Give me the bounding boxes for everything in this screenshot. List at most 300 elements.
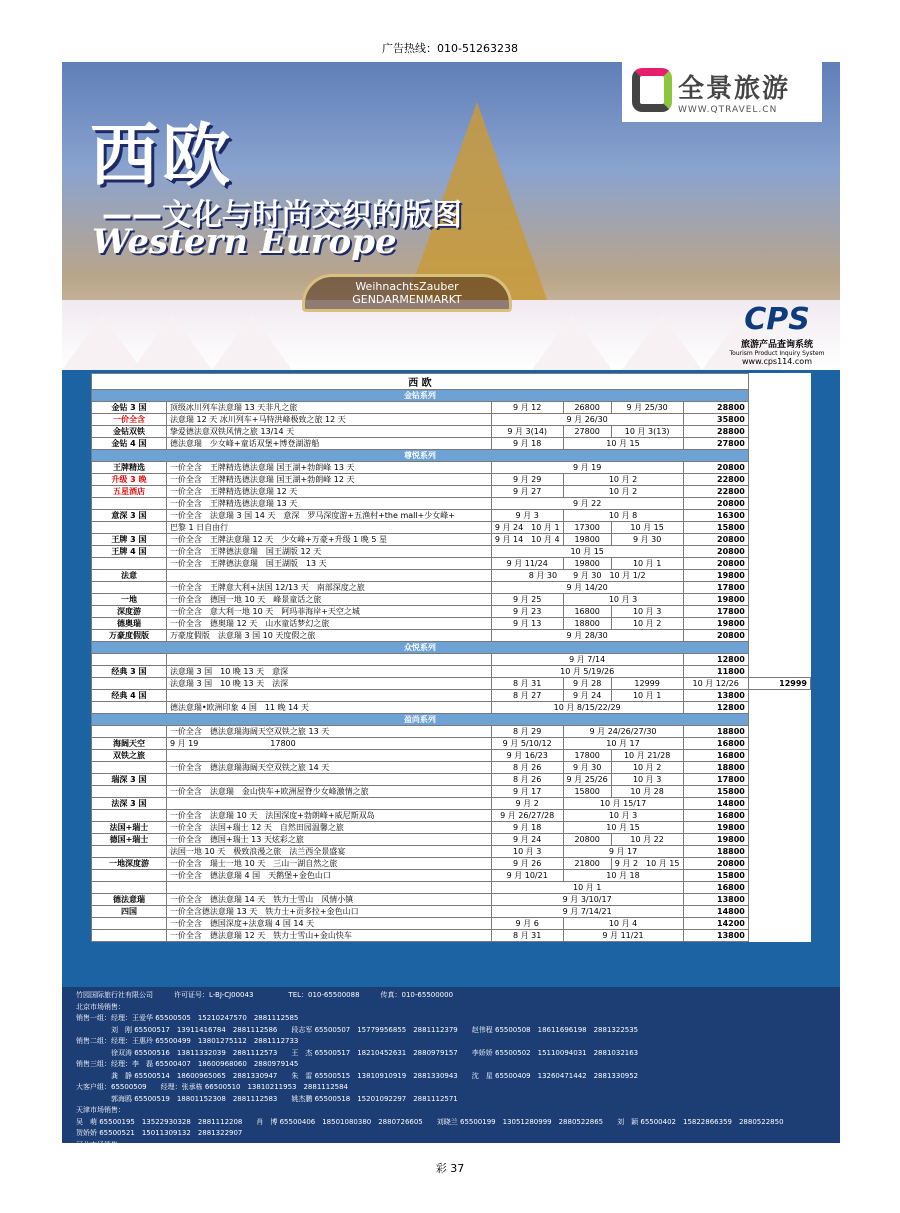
date-cell: 10 月 28 [611, 786, 683, 798]
route-cell [166, 654, 491, 666]
price-cell: 19800 [683, 570, 748, 582]
date-cell: 10 月 3(13) [611, 426, 683, 438]
footer-line: 刘 刚 65500517 13911416784 2881112586 段志军 65500507 15779956855 2881112379 赵伟程 65500508 18611696198 2881322535 [76, 1025, 639, 1034]
table-row [92, 618, 811, 630]
category-cell [92, 654, 167, 666]
table-row [92, 678, 811, 690]
route-cell: 一价全含 王牌精选德法意瑞 13 天 [166, 498, 491, 510]
price-cell: 13800 [683, 930, 748, 942]
date-cell: 9 月 2 10 月 15 [611, 858, 683, 870]
category-cell [92, 702, 167, 714]
category-cell: 王牌 4 国 [92, 546, 167, 558]
table-row [92, 894, 811, 906]
date-cell: 8 月 27 [491, 690, 563, 702]
price-cell: 16300 [683, 510, 748, 522]
date-cell: 10 月 1 [491, 882, 683, 894]
date-cell: 10 月 4 [563, 918, 683, 930]
route-cell: 一价全含 德国深度+法意瑞 4 国 14 天 [166, 918, 491, 930]
footer-line: 郭海鸥 65500519 18801152308 2881112583 姚杰鹏 65500518 15201092297 2881112571 [76, 1094, 458, 1103]
table-row [92, 654, 811, 666]
date-cell: 19800 [563, 558, 611, 570]
price-cell: 19800 [683, 618, 748, 630]
footer-line: 河北市场销售： [76, 1140, 125, 1149]
date-cell: 9 月 26/30 [491, 414, 683, 426]
price-cell: 22800 [683, 474, 748, 486]
category-cell [92, 726, 167, 738]
date-cell: 15800 [563, 786, 611, 798]
route-cell: 一价全含德法意瑞 13 天 铁力士+贡多拉+金色山口 [166, 906, 491, 918]
hero-title: 西欧 [90, 117, 235, 196]
date-cell: 9 月 18 [491, 822, 563, 834]
section-title: 众悦系列 [92, 642, 749, 654]
price-cell: 18800 [683, 762, 748, 774]
table-row [92, 846, 811, 858]
category-cell: 深度游 [92, 606, 167, 618]
table-row [92, 810, 811, 822]
date-cell: 10 月 8 [563, 510, 683, 522]
route-cell: 法意瑞 3 国 10 晚 13 天 意深 [166, 666, 491, 678]
date-cell: 18800 [563, 618, 611, 630]
date-cell: 17800 [563, 750, 611, 762]
price-cell: 18800 [683, 726, 748, 738]
category-cell: 德国+瑞士 [92, 834, 167, 846]
table-row [92, 534, 811, 546]
hotline: 广告热线：010-51263238 [382, 42, 518, 55]
date-cell: 9 月 29 [491, 474, 563, 486]
date-cell: 9 月 28 [563, 678, 611, 690]
price-cell: 28800 [683, 402, 748, 414]
table-row [92, 510, 811, 522]
table-row [92, 630, 811, 642]
category-cell [92, 882, 167, 894]
category-cell: 双铁之旅 [92, 750, 167, 762]
page-number: 彩 37 [435, 1162, 465, 1175]
date-cell: 9 月 24/26/27/30 [563, 726, 683, 738]
category-cell: 法国+瑞士 [92, 822, 167, 834]
category-cell: 海阔天空 [92, 738, 167, 750]
route-cell: 一价全含 王牌精选德法意瑞 国王湖+勃朗峰 12 天 [166, 474, 491, 486]
route-cell: 一价全含 法意瑞 3 国 14 天 意深 罗马深度游+五渔村+the mall+少女峰+ [166, 510, 491, 522]
table-row [92, 462, 811, 474]
footer-line: 贺娇娇 65500521 15011309132 2881322907 [76, 1129, 243, 1137]
category-cell: 王牌精选 [92, 462, 167, 474]
category-cell: 升级 3 晚 [92, 474, 167, 486]
table-row [92, 930, 811, 942]
date-cell: 16800 [563, 606, 611, 618]
table-row [92, 582, 811, 594]
route-cell [166, 882, 491, 894]
date-cell: 9 月 24 [491, 834, 563, 846]
table-row [92, 762, 811, 774]
date-cell: 9 月 10/21 [491, 870, 563, 882]
date-cell: 9 月 16/23 [491, 750, 563, 762]
category-cell: 一地深度游 [92, 858, 167, 870]
date-cell: 21800 [563, 858, 611, 870]
date-cell: 9 月 26 [491, 858, 563, 870]
date-cell: 8 月 31 [491, 678, 563, 690]
price-cell: 19800 [683, 594, 748, 606]
category-cell: 金钻 4 国 [92, 438, 167, 450]
date-cell: 9 月 3(14) [491, 426, 563, 438]
route-cell: 一价全含 意大利一地 10 天 阿玛菲海岸+天空之城 [166, 606, 491, 618]
date-cell: 10 月 3 [563, 810, 683, 822]
route-cell [166, 570, 491, 582]
route-cell: 一价全含 德法意瑞 14 天 铁力士雪山 风情小镇 [166, 894, 491, 906]
date-cell: 10 月 2 [563, 474, 683, 486]
table-title: 西 欧 [92, 374, 749, 390]
price-cell: 15800 [683, 786, 748, 798]
category-cell: 德法意瑞 [92, 894, 167, 906]
route-cell: 顶级冰川列车法意瑞 13 天非凡之旅 [166, 402, 491, 414]
price-cell: 12999 [748, 678, 810, 690]
table-row [92, 414, 811, 426]
section-title: 金钻系列 [92, 390, 749, 402]
price-cell: 28800 [683, 426, 748, 438]
date-cell: 8 月 31 [491, 930, 563, 942]
date-cell: 10 月 8/15/22/29 [491, 702, 683, 714]
date-cell: 9 月 11/24 [491, 558, 563, 570]
date-cell: 12999 [611, 678, 683, 690]
price-cell: 14800 [683, 798, 748, 810]
category-cell [92, 918, 167, 930]
route-cell: 一价全含 法意瑞 金山快车+欧洲屋脊少女峰激情之旅 [166, 786, 491, 798]
route-cell: 一价全含 德国一地 10 天 峰景童话之旅 [166, 594, 491, 606]
cps-logo [722, 302, 832, 366]
category-cell: 四国 [92, 906, 167, 918]
price-cell: 20800 [683, 558, 748, 570]
price-cell: 17800 [683, 606, 748, 618]
category-cell: 法深 3 国 [92, 798, 167, 810]
date-cell: 9 月 27 [491, 486, 563, 498]
table-row [92, 858, 811, 870]
date-cell: 10 月 3 [611, 774, 683, 786]
category-cell: 一价全含 [92, 414, 167, 426]
price-cell: 16800 [683, 738, 748, 750]
date-cell: 20800 [563, 834, 611, 846]
table-row [92, 786, 811, 798]
section-header [92, 642, 811, 654]
date-cell: 10 月 15 [563, 822, 683, 834]
table-row [92, 822, 811, 834]
date-cell: 9 月 26/27/28 [491, 810, 563, 822]
cps-subtitle: 旅游产品查询系统 [740, 340, 813, 350]
date-cell: 26800 [563, 402, 611, 414]
date-cell: 10 月 5/19/26 [491, 666, 683, 678]
date-cell: 9 月 25/30 [611, 402, 683, 414]
route-cell: 9 月 19 17800 [166, 738, 491, 750]
date-cell: 10 月 17 [563, 738, 683, 750]
footer-line: 销售二组：经理：王惠玲 65500499 13801275112 2881112733 [76, 1037, 299, 1045]
price-cell: 16800 [683, 750, 748, 762]
hero-banner [62, 62, 840, 370]
date-cell: 9 月 5/10/12 [491, 738, 563, 750]
route-cell: 一价全含 德奥瑞 12 天 山水童话梦幻之旅 [166, 618, 491, 630]
route-cell [166, 798, 491, 810]
route-cell: 法国一地 10 天 极致浪漫之旅 法兰西全景盛宴 [166, 846, 491, 858]
table-row [92, 882, 811, 894]
date-cell: 9 月 11/21 [563, 930, 683, 942]
section-title: 盈尚系列 [92, 714, 749, 726]
footer-line: 销售一组：经理：王爱华 65500505 15210247570 2881112585 [76, 1014, 299, 1022]
date-cell: 19800 [563, 534, 611, 546]
price-cell: 20800 [683, 630, 748, 642]
category-cell: 金钻双铁 [92, 426, 167, 438]
route-cell: 一价全含 德法意瑞海阔天空双铁之旅 14 天 [166, 762, 491, 774]
date-cell: 9 月 2 [491, 798, 563, 810]
category-cell [92, 498, 167, 510]
date-cell: 9 月 30 [563, 762, 611, 774]
category-cell [92, 870, 167, 882]
route-cell: 一价全含 德国+瑞士 13 天炫彩之旅 [166, 834, 491, 846]
table-row [92, 522, 811, 534]
route-cell: 一价全含 德法意瑞 12 天 铁力士雪山+金山快车 [166, 930, 491, 942]
route-cell: 一价全含 王牌法意瑞 12 天 少女峰+万豪+升级 1 晚 5 星 [166, 534, 491, 546]
sign-top-text: WeihnachtsZauber [355, 280, 459, 293]
footer-line: 竹园国际旅行社有限公司 许可证号：L-BJ-CJ00043 TEL：010-65500088 传真：010-65500000 [76, 991, 454, 999]
cps-english: Tourism Product Inquiry System [729, 350, 825, 357]
category-cell: 经典 4 国 [92, 690, 167, 702]
route-cell: 德法意瑞 少女峰+童话双堡+博登湖游船 [166, 438, 491, 450]
date-cell: 9 月 3 [491, 510, 563, 522]
logo-name: 全景旅游 [678, 74, 791, 104]
hero-title-en: Western Europe [92, 222, 397, 262]
table-row [92, 486, 811, 498]
price-cell: 15800 [683, 870, 748, 882]
section-header [92, 390, 811, 402]
category-cell: 王牌 3 国 [92, 534, 167, 546]
date-cell: 9 月 12 [491, 402, 563, 414]
cps-logo-text: CPS [744, 302, 810, 337]
date-cell: 10 月 18 [563, 870, 683, 882]
date-cell: 10 月 15 [611, 522, 683, 534]
price-cell: 18800 [683, 846, 748, 858]
price-cell: 14800 [683, 906, 748, 918]
date-cell: 10 月 3 [491, 846, 563, 858]
category-cell [92, 582, 167, 594]
footer-line: 吴 萌 65500195 13522930328 2881112208 肖 博 65500406 18501080380 2880726605 刘晓兰 65500199 13051280999 2880522865 刘 颖 65500402 15822866359 2880522850 [76, 1117, 784, 1126]
route-cell: 德法意瑞•欧洲印象 4 国 11 晚 14 天 [166, 702, 491, 714]
price-cell: 27800 [683, 438, 748, 450]
date-cell: 10 月 3 [611, 606, 683, 618]
table-row [92, 402, 811, 414]
table-row [92, 690, 811, 702]
table-row [92, 906, 811, 918]
date-cell: 9 月 18 [491, 438, 563, 450]
route-cell: 一价全含 王牌德法意瑞 国王湖版 12 天 [166, 546, 491, 558]
price-cell: 12800 [683, 654, 748, 666]
date-cell: 9 月 3/10/17 [491, 894, 683, 906]
price-cell: 15800 [683, 522, 748, 534]
category-cell [92, 930, 167, 942]
table-row [92, 558, 811, 570]
route-cell: 一价全含 法国+瑞士 12 天 自然田园温馨之旅 [166, 822, 491, 834]
price-cell: 20800 [683, 534, 748, 546]
date-cell: 9 月 17 [491, 786, 563, 798]
route-cell: 万豪度假版 法意瑞 3 国 10 天度假之旅 [166, 630, 491, 642]
category-cell: 意深 3 国 [92, 510, 167, 522]
date-cell: 10 月 3 [563, 594, 683, 606]
date-cell: 9 月 14/20 [491, 582, 683, 594]
price-cell: 20800 [683, 546, 748, 558]
category-cell [92, 786, 167, 798]
table-row [92, 546, 811, 558]
route-cell: 法意瑞 12 天 冰川列车+马特洪峰极致之旅 12 天 [166, 414, 491, 426]
date-cell: 10 月 21/28 [611, 750, 683, 762]
table-row [92, 918, 811, 930]
market-sign [302, 274, 512, 312]
table-row [92, 666, 811, 678]
date-cell: 8 月 26 [491, 762, 563, 774]
price-cell: 20800 [683, 498, 748, 510]
date-cell: 10 月 2 [611, 762, 683, 774]
price-cell: 11800 [683, 666, 748, 678]
price-cell: 13800 [683, 690, 748, 702]
date-cell: 17300 [563, 522, 611, 534]
section-header [92, 450, 811, 462]
route-cell: 一价全含 王牌德法意瑞 国王湖版 13 天 [166, 558, 491, 570]
price-cell: 17800 [683, 582, 748, 594]
category-cell: 德奥瑞 [92, 618, 167, 630]
category-cell: 金钻 3 国 [92, 402, 167, 414]
date-cell: 10 月 2 [563, 486, 683, 498]
date-cell: 8 月 26 [491, 774, 563, 786]
route-cell: 一价全含 王牌精选德法意瑞 12 天 [166, 486, 491, 498]
table-row [92, 726, 811, 738]
date-cell: 9 月 19 [491, 462, 683, 474]
date-cell: 10 月 1 [611, 558, 683, 570]
footer-line: 销售三组：经理：李 磊 65500407 18600968060 2880979145 [76, 1060, 299, 1068]
date-cell: 8 月 29 [491, 726, 563, 738]
category-cell [92, 762, 167, 774]
date-cell: 9 月 25 [491, 594, 563, 606]
date-cell: 9 月 13 [491, 618, 563, 630]
footer-line: 天津市场销售： [76, 1106, 125, 1114]
footer-line: 徐双涛 65500516 13811332039 2881112573 王 杰 65500517 18210452631 2880979157 李娇娇 65500502 15110094031 2881032163 [76, 1048, 639, 1057]
table-row [92, 606, 811, 618]
date-cell: 9 月 28/30 [491, 630, 683, 642]
section-header [92, 714, 811, 726]
date-cell: 9 月 25/26 [563, 774, 611, 786]
route-cell: 巴黎 1 日自由行 [166, 522, 491, 534]
route-cell: 一价全含 法意瑞 10 天 法国深度+勃朗峰+威尼斯双岛 [166, 810, 491, 822]
price-cell: 17800 [683, 774, 748, 786]
date-cell: 8 月 30 9 月 30 10 月 1/2 [491, 570, 683, 582]
price-cell: 22800 [683, 486, 748, 498]
price-cell: 16800 [683, 810, 748, 822]
route-cell: 一价全含 瑞士一地 10 天 三山一湖自然之旅 [166, 858, 491, 870]
table-row [92, 498, 811, 510]
price-cell: 14200 [683, 918, 748, 930]
date-cell: 9 月 14 10 月 4 [491, 534, 563, 546]
logo-url: WWW.QTRAVEL.CN [678, 105, 778, 115]
category-cell: 经典 3 国 [92, 666, 167, 678]
hero-subtitle: ——文化与时尚交织的版图 [102, 198, 462, 233]
table-row [92, 750, 811, 762]
date-cell: 9 月 22 [491, 498, 683, 510]
price-panel [62, 370, 840, 987]
date-cell: 10 月 15 [491, 546, 683, 558]
route-cell: 一价全含 德法意瑞 4 国 天鹅堡+金色山口 [166, 870, 491, 882]
price-cell: 16800 [683, 882, 748, 894]
price-cell: 20800 [683, 858, 748, 870]
sign-bottom-text: GENDARMENMARKT [352, 293, 462, 306]
price-cell: 12800 [683, 702, 748, 714]
price-cell: 13800 [683, 894, 748, 906]
date-cell: 27800 [563, 426, 611, 438]
date-cell: 9 月 23 [491, 606, 563, 618]
route-cell [166, 690, 491, 702]
category-cell [92, 678, 167, 690]
date-cell: 10 月 22 [611, 834, 683, 846]
footer-line: 龚 静 65500514 18600965065 2881330947 朱 雷 65500515 13810910919 2881330943 沈 星 65500409 13260471442 2881330952 [76, 1071, 639, 1080]
price-cell: 19800 [683, 822, 748, 834]
price-table [91, 373, 811, 942]
table-row [92, 834, 811, 846]
date-cell: 9 月 24 [563, 690, 611, 702]
date-cell: 9 月 17 [563, 846, 683, 858]
table-row [92, 438, 811, 450]
cps-url: www.cps114.com [742, 357, 812, 366]
category-cell: 法意 [92, 570, 167, 582]
date-cell: 9 月 6 [491, 918, 563, 930]
table-row [92, 474, 811, 486]
route-cell: 一价全含 王牌精选德法意瑞 国王湖+勃朗峰 13 天 [166, 462, 491, 474]
price-cell: 35800 [683, 414, 748, 426]
date-cell: 9 月 24 10 月 1 [491, 522, 563, 534]
table-row [92, 870, 811, 882]
category-cell: 五星酒店 [92, 486, 167, 498]
date-cell: 10 月 15 [563, 438, 683, 450]
category-cell [92, 810, 167, 822]
table-row [92, 738, 811, 750]
date-cell: 9 月 7/14 [491, 654, 683, 666]
contact-footer [62, 987, 840, 1160]
price-cell: 20800 [683, 462, 748, 474]
category-cell: 一地 [92, 594, 167, 606]
route-cell [166, 774, 491, 786]
table-row [92, 702, 811, 714]
footer-line: 北京市场销售： [76, 1002, 125, 1011]
route-cell: 一价全含 德法意瑞海阔天空双铁之旅 13 天 [166, 726, 491, 738]
category-cell: 万豪度假版 [92, 630, 167, 642]
table-row [92, 570, 811, 582]
logo-mark-icon [632, 68, 672, 112]
category-cell [92, 522, 167, 534]
category-cell [92, 558, 167, 570]
date-cell: 9 月 30 [611, 534, 683, 546]
date-cell: 10 月 2 [611, 618, 683, 630]
table-row [92, 798, 811, 810]
table-row [92, 594, 811, 606]
date-cell: 10 月 12/26 [683, 678, 748, 690]
route-cell: 法意瑞 3 国 10 晚 13 天 法深 [166, 678, 491, 690]
route-cell: 挚爱德法意双铁风情之旅 13/14 天 [166, 426, 491, 438]
route-cell: 一价全含 王牌意大利+法国 12/13 天 南部深度之旅 [166, 582, 491, 594]
footer-line: 大客户组：65500509 经理：张承栋 66500510 13810211953 2881112584 [76, 1083, 349, 1091]
footer-line: 孙哲云 65500412 13521880307 2881112388 冯建磊 65500408 13501079731 2880726573 刘 峰 65500503 15810014712 2881112582 张亚男 65500410 13641204626 2881322637 [76, 1152, 784, 1160]
table-row [92, 774, 811, 786]
section-title: 尊悦系列 [92, 450, 749, 462]
category-cell: 瑞深 3 国 [92, 774, 167, 786]
date-cell: 10 月 15/17 [563, 798, 683, 810]
date-cell: 10 月 1 [611, 690, 683, 702]
price-cell: 19800 [683, 834, 748, 846]
category-cell [92, 846, 167, 858]
table-row [92, 426, 811, 438]
route-cell [166, 750, 491, 762]
qtravel-logo [622, 62, 822, 122]
date-cell: 9 月 7/14/21 [491, 906, 683, 918]
